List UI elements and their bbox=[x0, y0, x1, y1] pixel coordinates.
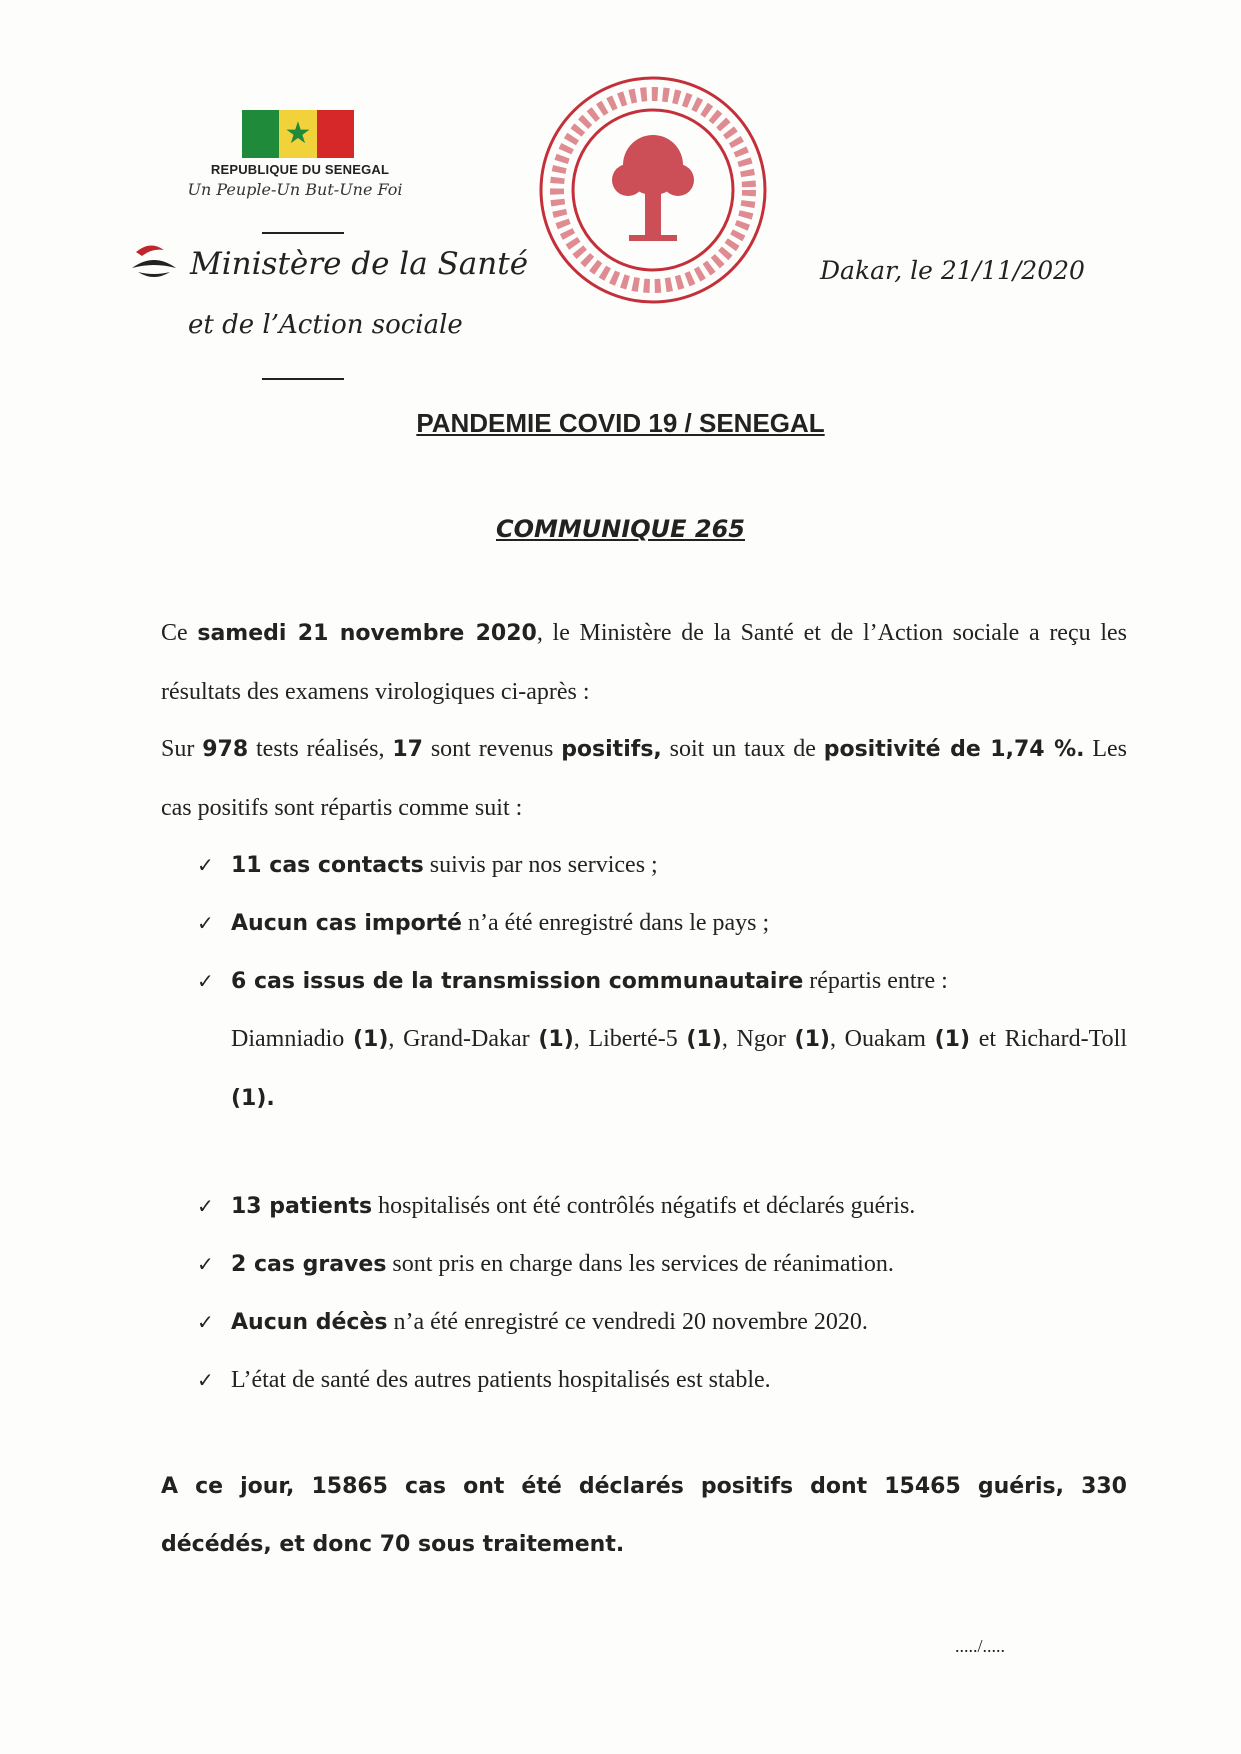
page-continuation: ...../..... bbox=[955, 1636, 1006, 1656]
summary-paragraph: A ce jour, 15865 cas ont été déclarés positifs dont 15465 guéris, 330 décédés, et donc 70 sous traitement. bbox=[161, 1474, 1127, 1557]
list-item: ✓ 6 cas issus de la transmission communautaire répartis entre : bbox=[197, 952, 948, 1011]
star-icon: ★ bbox=[284, 116, 312, 151]
document-title: PANDEMIE COVID 19 / SENEGAL bbox=[416, 408, 825, 438]
list-item: ✓ 13 patients hospitalisés ont été contrôlés négatifs et déclarés guéris. bbox=[197, 1177, 915, 1236]
ministry-logo-icon bbox=[130, 242, 178, 282]
results-paragraph: Sur 978 tests réalisés, 17 sont revenus positifs, soit un taux de positivité de 1,74 %. Les cas positifs sont répartis comme suit : bbox=[161, 736, 1128, 821]
communique-number: COMMUNIQUE 265 bbox=[495, 515, 746, 543]
checkmark-icon: ✓ bbox=[197, 1194, 214, 1218]
locations-list: Diamniadio (1), Grand-Dakar (1), Liberté-5 (1), Ngor (1), Ouakam (1) et Richard-Toll (1). bbox=[231, 1026, 1127, 1111]
ministry-name: Ministère de la Santé bbox=[190, 246, 529, 282]
ministry-name-line2: et de l’Action sociale bbox=[188, 310, 463, 340]
official-seal bbox=[533, 70, 773, 310]
national-motto: Un Peuple-Un But-Une Foi bbox=[187, 180, 403, 199]
checkmark-icon: ✓ bbox=[197, 911, 214, 935]
intro-paragraph: Ce samedi 21 novembre 2020, le Ministère de la Santé et de l’Action sociale a reçu les résultats des examens virologiques ci-après : bbox=[161, 620, 1127, 705]
country-name: REPUBLIQUE DU SENEGAL bbox=[210, 162, 390, 177]
checkmark-icon: ✓ bbox=[197, 1310, 214, 1334]
list-item: ✓ L’état de santé des autres patients hospitalisés est stable. bbox=[197, 1351, 771, 1409]
divider bbox=[262, 232, 344, 234]
senegal-flag bbox=[242, 110, 354, 158]
list-item: ✓ 2 cas graves sont pris en charge dans les services de réanimation. bbox=[197, 1235, 894, 1294]
checkmark-icon: ✓ bbox=[197, 1368, 214, 1392]
divider bbox=[262, 378, 344, 380]
list-item: ✓ Aucun décès n’a été enregistré ce vendredi 20 novembre 2020. bbox=[197, 1293, 868, 1352]
list-item: ✓ Aucun cas importé n’a été enregistré dans le pays ; bbox=[197, 894, 769, 953]
checkmark-icon: ✓ bbox=[197, 1252, 214, 1276]
list-item: ✓ 11 cas contacts suivis par nos services ; bbox=[197, 836, 658, 895]
document-date: Dakar, le 21/11/2020 bbox=[820, 256, 1085, 285]
checkmark-icon: ✓ bbox=[197, 969, 214, 993]
checkmark-icon: ✓ bbox=[197, 853, 214, 877]
